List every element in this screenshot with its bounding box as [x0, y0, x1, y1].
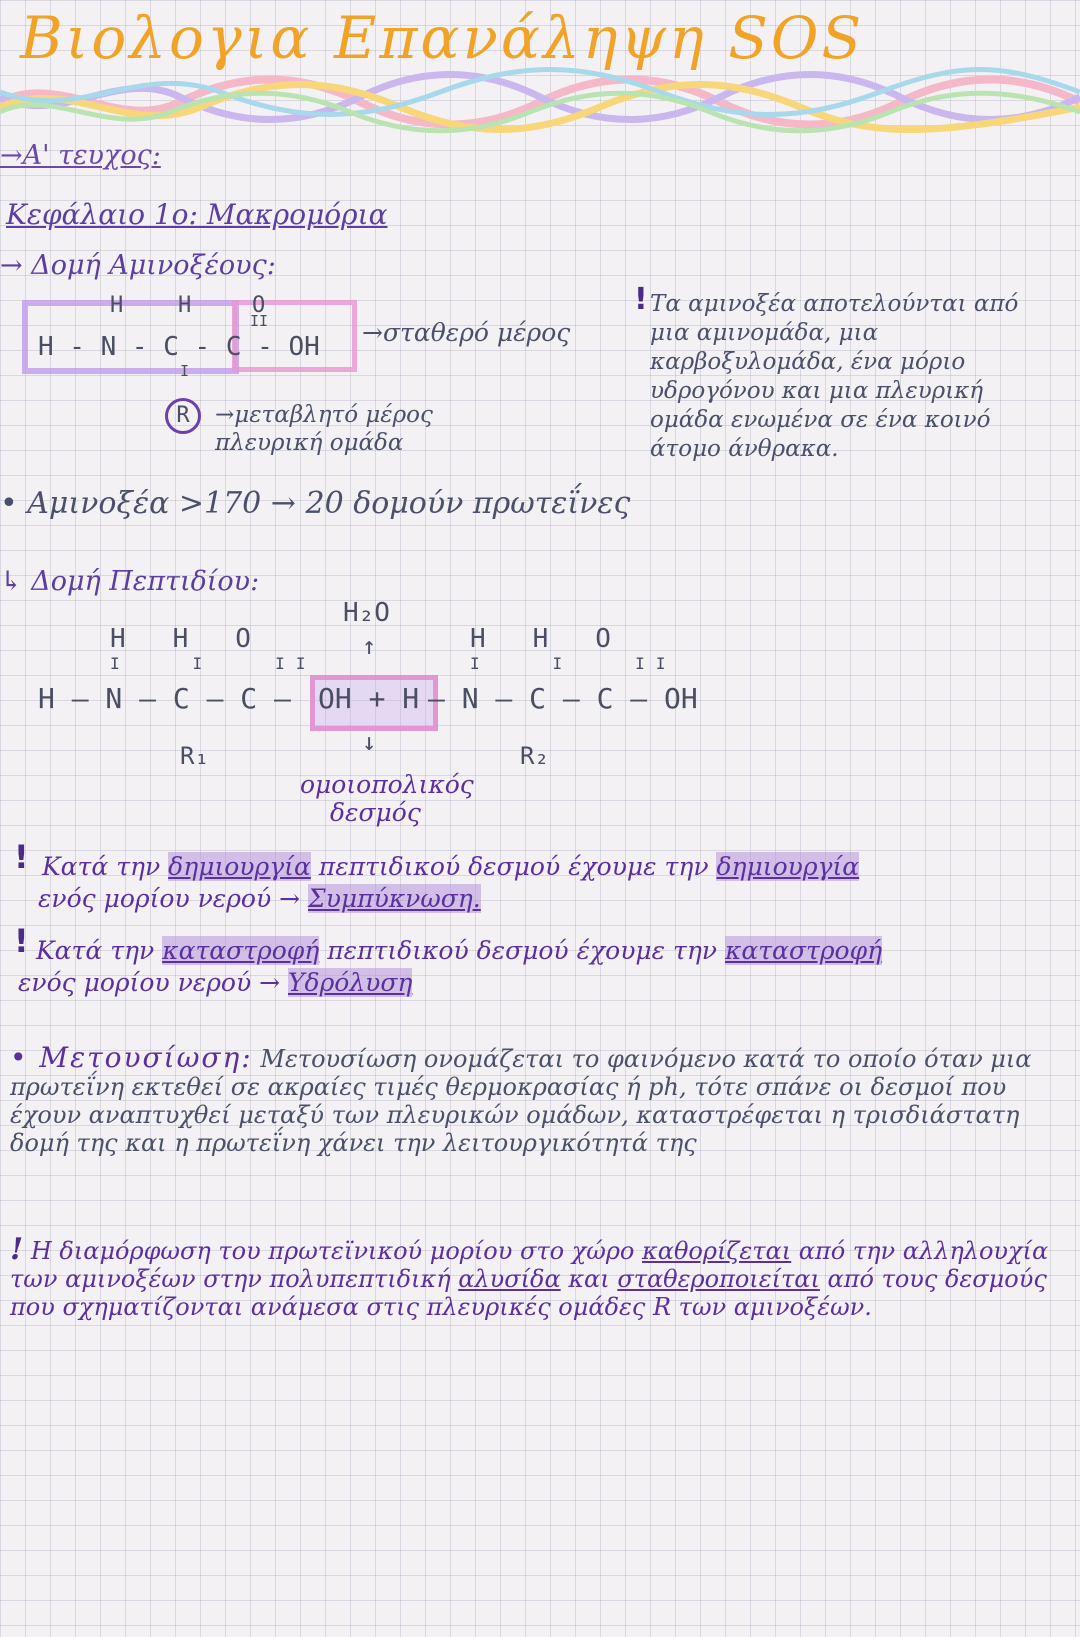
aa-double-bond: II: [250, 312, 269, 330]
breakdown-note-mark: !: [14, 922, 29, 960]
conformation-paragraph: ! Η διαμόρφωση του πρωτεϊνικού μορίου στο χώρο καθορίζεται από την αλληλουχία των αμινοξέων στην πολυπεπτιδική αλυσίδα και σταθεροποιείται από τους δεσμούς που σχηματίζονται ανάμεσα στις πλευρικές ομάδες R των αμινοξέων.: [10, 1232, 1049, 1321]
arrow-up: ↑: [362, 632, 377, 660]
side-group-label: πλευρική ομάδα: [215, 430, 404, 456]
r1-label: R₁: [180, 742, 209, 770]
water-label: H₂O: [343, 598, 390, 628]
decorative-wave: [0, 62, 1080, 142]
r2-label: R₂: [520, 742, 549, 770]
aa-top-h2: H: [178, 293, 192, 318]
peptide-bonds-left: I I II: [110, 654, 317, 673]
bond-label-2: δεσμός: [330, 798, 421, 827]
aa-top-h1: H: [110, 293, 124, 318]
bond-label-1: ομοιοπολικός: [300, 770, 474, 799]
breakdown-note-line1: Κατά την καταστροφή πεπτιδικού δεσμού έχουμε την καταστροφή: [36, 936, 883, 965]
aa-vbar: I: [180, 362, 190, 380]
aa-structure-heading: → Δομή Αμινοξέους:: [0, 250, 276, 281]
aa-top-o: O: [252, 293, 266, 318]
peptide-structure-heading: ↳ Δομή Πεπτιδίου:: [0, 566, 260, 597]
note-mark: !: [634, 282, 648, 317]
chapter-heading: Κεφάλαιο 1ο: Μακρομόρια: [6, 198, 388, 231]
peptide-top-row-right: H H O: [470, 624, 611, 654]
aa-count: • Αμινοξέα >170 → 20 δομούν πρωτεΐνες: [0, 486, 631, 521]
peptide-main-right: — N — C — C — OH: [428, 682, 698, 715]
breakdown-note-line2: ενός μορίου νερού → Υδρόλυση: [18, 968, 413, 997]
stable-part-label: →σταθερό μέρος: [362, 318, 571, 347]
synthesis-note-line2: ενός μορίου νερού → Συμπύκνωση.: [38, 884, 481, 913]
r-group-circle: R: [165, 398, 201, 434]
synthesis-note-line1: Κατά την δημιουργία πεπτιδικού δεσμού έχουμε την δημιουργία: [42, 852, 860, 881]
aa-main-formula: H - N - C - C - OH: [38, 332, 320, 362]
peptide-bonds-right: I I II: [470, 654, 677, 673]
synthesis-note-mark: !: [14, 838, 29, 876]
peptide-main-left: H — N — C — C —: [38, 682, 291, 715]
page-title: Βιολογια Επανάληψη SOS: [20, 4, 865, 72]
volume-label: →Α' τευχος:: [0, 140, 161, 171]
variable-part-label: →μεταβλητό μέρος: [215, 402, 433, 428]
denaturation-paragraph: • Μετουσίωση: Μετουσίωση ονομάζεται το φαινόμενο κατά το οποίο όταν μια πρωτεΐνη εκτεθεί σε ακραίες τιμές θερμοκρασίας ή ph, τότε σπάνε οι δεσμοί που έχουν αναπτυχθεί μεταξύ των πλευρικών ομάδων, καταστρέφεται η τρισδιάστατη δομή της και η πρωτεΐνη χάνει την λειτουργικότητά της: [10, 1041, 1032, 1157]
aa-note: Τα αμινοξέα αποτελούνται από μια αμινομάδα, μια καρβοξυλομάδα, ένα μόριο υδρογόνου και μια πλευρική ομάδα ενωμένα σε ένα κοινό άτομο άνθρακα.: [650, 291, 1019, 462]
peptide-box-text: OH + H: [318, 682, 420, 715]
peptide-top-row-left: H H O: [110, 624, 251, 654]
arrow-down: ↓: [362, 728, 377, 756]
